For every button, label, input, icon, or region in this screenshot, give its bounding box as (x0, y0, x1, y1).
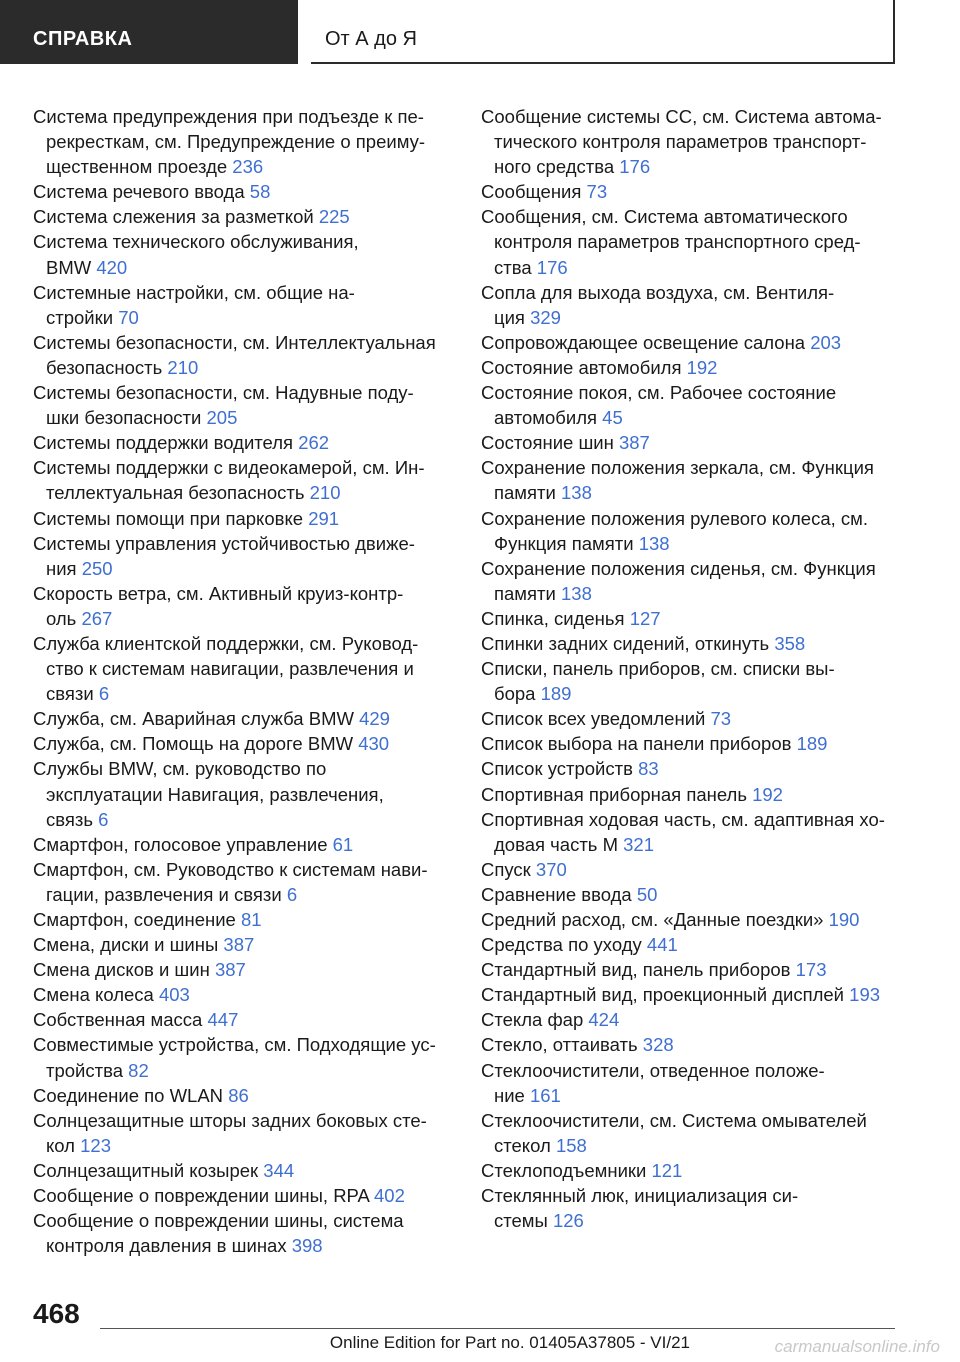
page-reference-link[interactable]: 370 (535, 858, 567, 880)
page-reference-link[interactable]: 121 (651, 1159, 683, 1181)
entry-text: Смартфон, голосовое управление (33, 833, 333, 855)
entry-text: Собственная масса (33, 1009, 208, 1031)
entry-text: Список устройств (481, 758, 639, 780)
entry-text: Спинка, сиденья (481, 607, 630, 629)
page-reference-link[interactable]: 86 (228, 1084, 249, 1106)
index-entry (33, 229, 453, 279)
index-entry (481, 1058, 901, 1108)
entry-text: Смартфон, соединение (33, 909, 241, 930)
entry-text: бора (494, 683, 541, 705)
entry-text: ние (494, 1084, 530, 1106)
entry-text: тройства (46, 1059, 129, 1081)
index-entry (481, 1158, 901, 1183)
page-number: 468 (33, 1298, 80, 1329)
index-entry (481, 982, 901, 1007)
page-reference-link[interactable]: 403 (158, 984, 190, 1006)
index-entry (481, 882, 901, 907)
page-reference-link[interactable]: 82 (128, 1059, 149, 1081)
entry-text: BMW (46, 256, 97, 278)
entry-text: ния (46, 557, 82, 579)
entry-text: Состояние автомобиля (481, 356, 687, 378)
page-reference-link[interactable]: 50 (636, 883, 658, 905)
page-reference-link[interactable]: 193 (849, 984, 881, 1006)
entry-text: теллектуальная безопасность (46, 482, 310, 504)
entry-text: Сообщения (481, 181, 587, 203)
entry-text: Смартфон, см. Руководство к системам нави- (33, 858, 428, 880)
entry-text: Спуск (481, 858, 536, 880)
index-entry (481, 782, 901, 807)
page-reference-link[interactable]: 210 (167, 356, 199, 378)
entry-text: Солнцезащитные шторы задних боковых сте- (33, 1109, 427, 1131)
index-entry (33, 455, 453, 505)
entry-text: Сохранение положения рулевого колеса, см. (481, 507, 868, 529)
index-entry (481, 1007, 901, 1032)
page-reference-link[interactable]: 210 (309, 482, 341, 504)
page-reference-link[interactable]: 424 (588, 1009, 620, 1031)
index-entry (481, 280, 901, 330)
page-reference-link[interactable]: 344 (263, 1159, 295, 1181)
entry-text: Сопла для выхода воздуха, см. Вентиля- (481, 281, 835, 303)
entry-text: Список всех уведомлений (481, 708, 711, 730)
index-entry (481, 932, 901, 957)
entry-text: Системы помощи при парковке (33, 507, 309, 529)
page-reference-link[interactable]: 328 (642, 1034, 674, 1056)
index-entry (33, 1007, 453, 1032)
index-entry (33, 982, 453, 1007)
page-reference-link[interactable]: 6 (98, 808, 109, 830)
entry-text: стемы (494, 1210, 553, 1232)
index-entry (481, 380, 901, 430)
entry-text: Стандартный вид, проекционный дисплей (481, 984, 850, 1006)
entry-text: Система технического обслуживания, (33, 231, 359, 253)
entry-text: Средства по уходу (481, 934, 647, 956)
index-entry (481, 330, 901, 355)
index-entry (33, 756, 453, 831)
entry-text: Сохранение положения сиденья, см. Функция (481, 557, 876, 579)
index-entry (33, 104, 453, 179)
page-reference-link[interactable]: 123 (80, 1134, 111, 1156)
page-reference-link[interactable]: 236 (232, 156, 264, 178)
entry-text: Сообщение о повреждении шины, RPA (33, 1185, 374, 1207)
chapter-title: От А до Я (325, 28, 417, 50)
page-reference-link[interactable]: 387 (214, 959, 246, 981)
index-column-left (33, 104, 453, 1258)
entry-text: ства (494, 256, 537, 278)
page-reference-link[interactable]: 262 (298, 432, 330, 454)
page-reference-link[interactable]: 190 (828, 909, 860, 930)
index-entry (33, 731, 453, 756)
page-reference-link[interactable]: 387 (223, 934, 255, 956)
entry-text: Средний расход, см. «Данные поездки» (481, 909, 829, 930)
entry-text: Стандартный вид, панель приборов (481, 959, 796, 981)
index-entry (33, 204, 453, 229)
page-reference-link[interactable]: 73 (586, 181, 608, 203)
index-entry (33, 380, 453, 430)
entry-text: Списки, панель приборов, см. списки вы- (481, 658, 835, 680)
page-reference-link[interactable]: 225 (318, 206, 350, 228)
index-entry (481, 807, 901, 857)
entry-text: памяти (494, 582, 561, 604)
section-title: СПРАВКА (33, 28, 133, 50)
edition-note: Online Edition for Part no. 01405A37805 - VI/21 (329, 1333, 690, 1352)
entry-text: Совместимые устройства, см. Подходящие ус- (33, 1034, 436, 1056)
entry-text: Стеклянный люк, инициализация си- (481, 1185, 799, 1207)
watermark: carmanualsonline.info (774, 1337, 940, 1356)
index-entry (481, 907, 901, 932)
page-reference-link[interactable]: 358 (774, 632, 806, 654)
index-column-right (481, 104, 901, 1233)
index-entry (33, 1032, 453, 1082)
page-reference-link[interactable]: 192 (686, 356, 718, 378)
entry-text: ция (494, 306, 531, 328)
entry-text: Спинки задних сидений, откинуть (481, 632, 775, 654)
page-reference-link[interactable]: 138 (561, 582, 592, 604)
page-reference-link[interactable]: 73 (710, 708, 732, 730)
entry-text: Система предупреждения при подъезде к пе- (33, 106, 424, 127)
index-entry (481, 756, 901, 781)
entry-text: шки безопасности (46, 407, 207, 429)
entry-text: щественном проезде (46, 156, 233, 178)
page-reference-link[interactable]: 173 (795, 959, 827, 981)
entry-text: связи (46, 683, 99, 705)
entry-text: Системы безопасности, см. Интеллектуальная (33, 331, 436, 353)
entry-text: Стеклоочистители, отведенное положе- (481, 1059, 825, 1081)
entry-text: Смена, диски и шины (33, 934, 224, 956)
entry-text: Сообщение системы CC, см. Система автома- (481, 106, 882, 127)
page-reference-link[interactable]: 45 (602, 407, 623, 429)
page-reference-link[interactable]: 192 (752, 783, 783, 805)
index-entry (33, 280, 453, 330)
page-reference-link[interactable]: 420 (96, 256, 128, 278)
entry-text: Состояние покоя, см. Рабочее состояние (481, 382, 837, 404)
entry-text: Функция памяти (494, 532, 639, 554)
index-entry (481, 506, 901, 556)
index-entry (481, 179, 901, 204)
index-entry (481, 1032, 901, 1057)
index-entry (481, 1183, 901, 1233)
index-entry (33, 430, 453, 455)
page-reference-link[interactable]: 158 (555, 1134, 587, 1156)
entry-text: Системы поддержки с видеокамерой, см. Ин- (33, 457, 425, 479)
page-reference-link[interactable]: 61 (332, 833, 354, 855)
index-entry (33, 907, 453, 932)
page-reference-link[interactable]: 127 (629, 607, 661, 629)
index-entry (481, 104, 901, 179)
index-entry (481, 731, 901, 756)
entry-text: Службы BMW, см. руководство по (33, 758, 327, 780)
index-entry (33, 330, 453, 380)
entry-text: Сопровождающее освещение салона (481, 331, 811, 353)
entry-text: связь (46, 808, 99, 830)
entry-text: довая часть M (494, 833, 624, 855)
entry-text: Система слежения за разметкой (33, 206, 319, 228)
page-reference-link[interactable]: 138 (561, 482, 592, 504)
entry-text: кол (46, 1134, 81, 1156)
index-entry (481, 430, 901, 455)
index-entry (481, 556, 901, 606)
entry-text: памяти (494, 482, 561, 504)
page-reference-link[interactable]: 138 (638, 532, 670, 554)
index-entry (33, 932, 453, 957)
entry-text: Системы безопасности, см. Надувные поду- (33, 382, 414, 404)
entry-text: Системы поддержки водителя (33, 432, 299, 454)
index-entry (33, 1158, 453, 1183)
index-entry (33, 506, 453, 531)
index-entry (33, 1208, 453, 1258)
index-entry (33, 179, 453, 204)
entry-text: Системы управления устойчивостью движе- (33, 532, 415, 554)
page-reference-link[interactable]: 205 (206, 407, 238, 429)
entry-text: Скорость ветра, см. Активный круиз-контр- (33, 582, 404, 604)
index-entry (33, 706, 453, 731)
entry-text: ство к системам навигации, развлечения и (46, 658, 414, 680)
entry-text: тического контроля параметров транспорт- (494, 131, 867, 153)
entry-text: Сравнение ввода (481, 883, 637, 905)
index-entry (481, 631, 901, 656)
index-entry (481, 355, 901, 380)
entry-text: ного средства (494, 156, 620, 178)
entry-text: Стеклоочистители, см. Система омывателей (481, 1109, 867, 1131)
page-reference-link[interactable]: 429 (359, 708, 390, 730)
index-entry (481, 656, 901, 706)
page-reference-link[interactable]: 250 (81, 557, 113, 579)
footer-rule (100, 1328, 895, 1329)
entry-text: Спортивная ходовая часть, см. адаптивная хо- (481, 808, 885, 830)
index-entry (481, 455, 901, 505)
page-reference-link[interactable]: 176 (536, 256, 568, 278)
page-reference-link[interactable]: 267 (81, 607, 113, 629)
entry-text: рекресткам, см. Предупреждение о преиму- (46, 131, 426, 153)
entry-text: контроля параметров транспортного сред- (494, 231, 861, 253)
index-entry (33, 1183, 453, 1208)
entry-text: Список выбора на панели приборов (481, 733, 797, 755)
page-reference-link[interactable]: 58 (249, 181, 271, 203)
section-tab (0, 0, 298, 64)
entry-text: Соединение по WLAN (33, 1084, 229, 1106)
page-reference-link[interactable]: 430 (358, 733, 390, 755)
entry-text: Система речевого ввода (33, 181, 250, 203)
chapter-tab (311, 0, 895, 64)
entry-text: оль (46, 607, 82, 629)
entry-text: Сохранение положения зеркала, см. Функция (481, 457, 874, 479)
index-entry (481, 957, 901, 982)
index-entry (33, 857, 453, 907)
index-entry (481, 204, 901, 279)
index-entry (33, 1108, 453, 1158)
entry-text: Служба, см. Аварийная служба BMW (33, 708, 360, 730)
entry-text: стекол (494, 1134, 556, 1156)
index-entry (33, 957, 453, 982)
entry-text: стройки (46, 306, 119, 328)
entry-text: Солнцезащитный козырек (33, 1159, 264, 1181)
page-reference-link[interactable]: 70 (118, 306, 139, 328)
entry-text: Стекло, оттаивать (481, 1034, 643, 1056)
page-reference-link[interactable]: 6 (286, 883, 298, 905)
entry-text: Сообщение о повреждении шины, система (33, 1210, 404, 1232)
index-entry (481, 706, 901, 731)
page-reference-link[interactable]: 291 (308, 507, 340, 529)
page-reference-link[interactable]: 189 (796, 733, 828, 755)
entry-text: Служба, см. Помощь на дороге BMW (33, 733, 359, 755)
entry-text: Спортивная приборная панель (481, 783, 753, 805)
entry-text: гации, развлечения и связи (46, 883, 287, 905)
page-reference-link[interactable]: 189 (540, 683, 572, 705)
page-reference-link[interactable]: 447 (207, 1009, 239, 1031)
page-reference-link[interactable]: 6 (98, 683, 110, 705)
entry-text: Служба клиентской поддержки, см. Руковод- (33, 632, 419, 654)
entry-text: Состояние шин (481, 432, 619, 454)
entry-text: Смена колеса (33, 984, 159, 1006)
index-entry (33, 581, 453, 631)
page-reference-link[interactable]: 329 (530, 306, 561, 328)
index-entry (33, 531, 453, 581)
index-entry (481, 606, 901, 631)
index-entry (481, 857, 901, 882)
entry-text: Смена дисков и шин (33, 959, 215, 981)
entry-text: Сообщения, см. Система автоматического (481, 206, 848, 228)
entry-text: Стекла фар (481, 1009, 589, 1031)
entry-text: Стеклоподъемники (481, 1159, 652, 1181)
index-entry (33, 1083, 453, 1108)
index-entry (481, 1108, 901, 1158)
page-reference-link[interactable]: 176 (619, 156, 651, 178)
page-reference-link[interactable]: 203 (810, 331, 842, 353)
page-reference-link[interactable]: 441 (646, 934, 678, 956)
entry-text: безопасность (46, 356, 168, 378)
page-reference-link[interactable]: 161 (529, 1084, 561, 1106)
page-reference-link[interactable]: 83 (638, 758, 659, 780)
page-reference-link[interactable]: 402 (374, 1185, 405, 1207)
page-reference-link[interactable]: 387 (618, 432, 650, 454)
entry-text: контроля давления в шинах (46, 1235, 292, 1257)
entry-text: Системные настройки, см. общие на- (33, 281, 355, 303)
page-reference-link[interactable]: 398 (291, 1235, 323, 1257)
index-entry (33, 631, 453, 706)
entry-text: автомобиля (494, 407, 603, 429)
index-entry (33, 832, 453, 857)
page-reference-link[interactable]: 126 (552, 1210, 584, 1232)
page-reference-link[interactable]: 321 (623, 833, 655, 855)
page-reference-link[interactable]: 81 (240, 909, 262, 930)
entry-text: эксплуатации Навигация, развлечения, (46, 783, 384, 805)
